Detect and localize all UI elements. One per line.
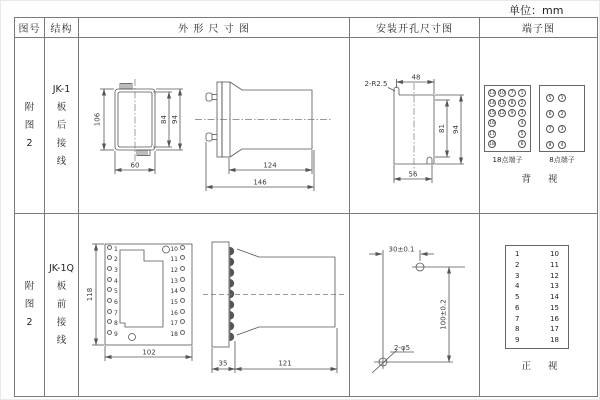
pin-number: 15	[169, 298, 185, 309]
terminal-number: 2	[515, 260, 520, 269]
terminal-number: 10	[550, 250, 559, 258]
row1-structure-cell	[45, 38, 79, 214]
row2-structure-cell	[45, 214, 79, 396]
hole-diameter-label: 2-φ5	[393, 344, 411, 352]
row2-mounting-cell	[350, 214, 480, 396]
col-header-structure: 结构	[45, 18, 79, 38]
pin-number: 6	[107, 298, 118, 309]
dim-81: 81	[438, 124, 446, 133]
dim-60: 60	[130, 161, 140, 170]
terminal-number: 12	[550, 271, 559, 280]
front-right-terminal-numbers	[169, 245, 185, 341]
structure-line: 板	[56, 281, 67, 292]
terminal-strip-left-column	[515, 250, 519, 344]
terminal-number: 2	[518, 99, 526, 107]
structure-line: 板	[56, 101, 67, 113]
terminal-number: 18	[489, 141, 495, 147]
front-view-label: 正 视	[521, 361, 565, 372]
pin-number: 7	[107, 309, 118, 320]
mounting-hole-bottom-left	[129, 334, 136, 341]
terminal-number: 5	[518, 130, 526, 138]
front-cover-step-outline	[120, 250, 163, 327]
terminal-bolt-top	[206, 93, 212, 101]
structure-line: 前	[56, 299, 67, 310]
pin-number: 18	[169, 330, 185, 341]
side-body-outline	[237, 249, 335, 335]
terminal-strip-right-column	[550, 250, 559, 344]
pin-number: 2	[107, 255, 118, 266]
pin-number: 13	[169, 277, 185, 288]
structure-line: 线	[56, 155, 67, 167]
terminal-number: 8	[508, 99, 516, 107]
terminal-number: 11	[499, 101, 505, 107]
dim-94: 94	[171, 115, 179, 124]
terminal-number: 3	[558, 125, 566, 133]
pin-number: 17	[169, 319, 185, 330]
dim-124: 124	[263, 161, 277, 170]
terminal-number: 10	[499, 91, 505, 96]
dim-84: 84	[160, 115, 168, 124]
dim-56: 56	[408, 170, 418, 179]
pin-number: 11	[169, 255, 185, 266]
structure-line: 接	[56, 137, 67, 149]
terminal-strip-box	[505, 245, 569, 349]
terminal-number: 13	[550, 282, 559, 291]
terminal-number: 9	[508, 109, 516, 117]
terminal-number: 5	[515, 293, 520, 301]
figure-line: 图	[24, 119, 35, 131]
dim-106: 106	[93, 112, 102, 127]
col-header-outline: 外 形 尺 寸 图	[79, 18, 350, 38]
structure-line: 接	[56, 317, 67, 328]
terminal-number: 7	[546, 125, 554, 133]
terminal-number: 4	[518, 119, 526, 127]
terminal-number: 9	[515, 336, 520, 344]
col-header-figure: 图号	[15, 18, 45, 38]
row1-outline-cell	[79, 38, 350, 214]
row2-structure-name	[45, 214, 78, 396]
terminal-number: 2	[558, 110, 566, 118]
terminal-number: 15	[489, 111, 495, 117]
pin-number: 5	[107, 287, 118, 298]
pin-number: 14	[169, 287, 185, 298]
row1-structure-name	[45, 38, 78, 213]
pin-number: 16	[169, 309, 185, 320]
terminal-block-18pt	[484, 85, 531, 152]
row2-outline-cell	[79, 214, 350, 396]
terminal-number: 4	[558, 141, 566, 149]
col-header-terminal: 端子图	[480, 18, 597, 38]
dim-146: 146	[253, 178, 267, 187]
terminal-number: 1	[518, 89, 526, 97]
col-header-mounting: 安装开孔尺寸图	[350, 18, 480, 38]
terminal-number: 11	[550, 260, 559, 269]
dim-118: 118	[86, 287, 94, 302]
terminal-number: 18	[550, 336, 559, 344]
slot-bottom-right	[427, 157, 432, 164]
jk1-mounting-drawing	[350, 38, 480, 214]
terminal-number: 15	[550, 303, 559, 312]
pin-number: 10	[169, 245, 185, 256]
row1-figure-cell	[15, 38, 45, 214]
pin-number: 8	[107, 319, 118, 330]
structure-line: 后	[56, 119, 67, 131]
structure-line: JK-1	[52, 83, 71, 95]
pin-number: 1	[107, 245, 118, 256]
structure-line: JK-1Q	[49, 263, 74, 274]
terminal-number: 3	[518, 109, 526, 117]
label-18pt: 18点端子	[492, 156, 523, 164]
terminal-number: 7	[508, 89, 516, 97]
terminal-number: 4	[515, 282, 520, 291]
terminal-number: 12	[499, 111, 505, 117]
pin-number: 12	[169, 266, 185, 277]
slot-radius-label: 2-R2.5	[364, 80, 388, 88]
pin-number: 9	[107, 330, 118, 341]
terminal-number: 3	[515, 271, 520, 280]
hole-leader-line	[372, 350, 397, 373]
terminal-number: 17	[489, 131, 495, 137]
terminal-number: 8	[515, 325, 520, 334]
terminal-number: 14	[550, 293, 559, 301]
jk1q-outline-drawing	[79, 214, 350, 396]
terminal-bolt-bottom	[206, 133, 212, 141]
terminal-number: 16	[489, 121, 495, 127]
figure-line: 图	[24, 299, 35, 310]
terminal-number: 14	[489, 101, 495, 107]
terminal-number: 13	[489, 91, 495, 96]
terminal-number: 17	[550, 325, 559, 334]
terminal-block-8pt	[539, 85, 585, 152]
terminal-number: 16	[550, 314, 559, 323]
terminal-number: 6	[515, 303, 520, 312]
row1-mounting-cell	[350, 38, 480, 214]
row1-figure-number	[15, 38, 44, 213]
jk1-outline-drawing	[79, 38, 350, 214]
dim-35: 35	[218, 359, 228, 368]
terminal-number: 1	[558, 94, 566, 102]
unit-label: 单位：mm	[509, 4, 564, 17]
structure-line: 线	[56, 335, 67, 346]
figure-line: 2	[26, 317, 33, 328]
row2-figure-number	[15, 214, 44, 396]
label-8pt: 8点端子	[549, 156, 575, 164]
dim-48: 48	[411, 73, 421, 82]
dim-102: 102	[142, 348, 156, 357]
terminal-number: 7	[515, 314, 520, 323]
jk1q-mounting-drawing	[350, 214, 480, 396]
figure-line: 附	[24, 281, 35, 292]
dim-121: 121	[278, 359, 292, 368]
row2-terminal-cell	[480, 214, 597, 396]
row1-terminal-cell	[480, 38, 597, 214]
front-left-terminal-numbers	[107, 245, 118, 341]
dim-30: 30±0.1	[388, 245, 415, 254]
terminal-number: 6	[518, 140, 526, 148]
terminal-number: 5	[546, 94, 554, 102]
dim-100: 100±0.2	[439, 299, 448, 330]
terminal-number: 6	[546, 110, 554, 118]
pin-number: 3	[107, 266, 118, 277]
row2-figure-cell	[15, 214, 45, 396]
dimension-table	[14, 17, 598, 397]
pin-number: 4	[107, 277, 118, 288]
dim-94b: 94	[452, 125, 460, 134]
figure-line: 2	[26, 137, 33, 149]
terminal-number: 8	[546, 141, 554, 149]
back-view-label: 背 视	[521, 174, 565, 185]
terminal-number: 1	[515, 250, 520, 258]
figure-line: 附	[24, 101, 35, 113]
